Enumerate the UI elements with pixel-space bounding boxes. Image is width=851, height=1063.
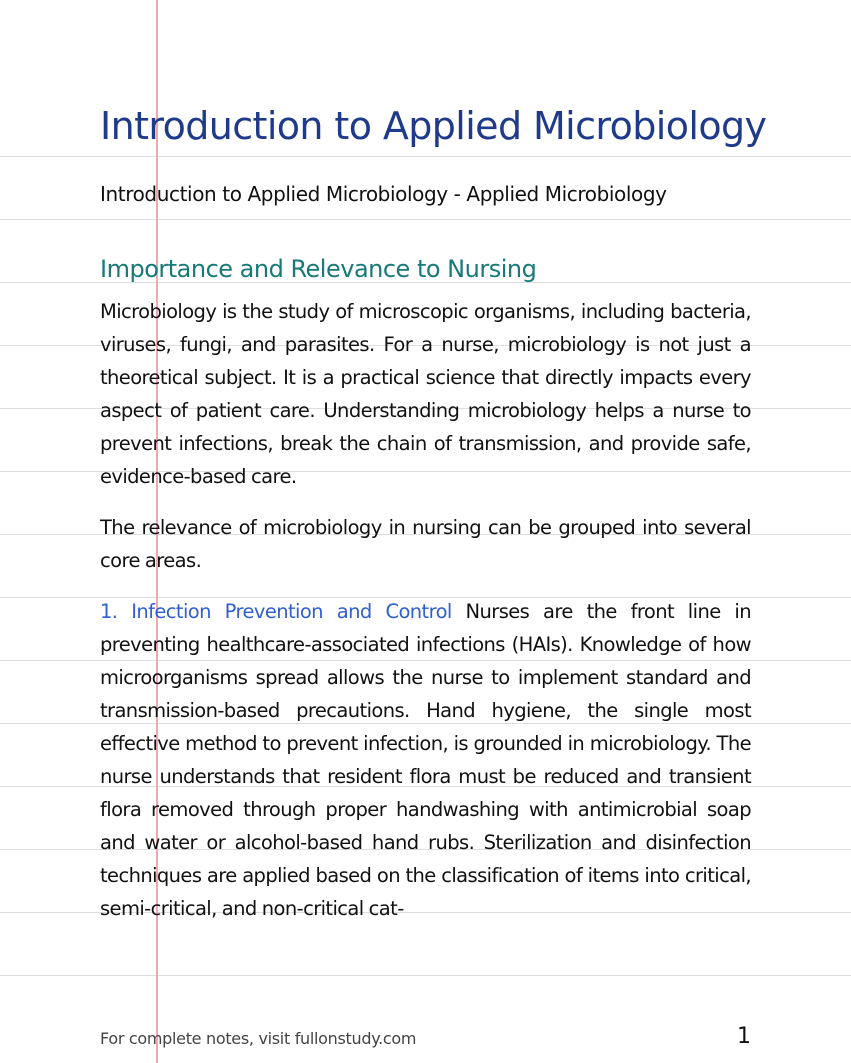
ruled-line xyxy=(0,975,851,976)
page-content xyxy=(100,96,767,925)
paragraph-intro: Microbiology is the study of microscopic organisms, including bacteria, viruses, fungi, and parasites. For a nurse, microbiology is not just a theoretical subject. It is a practical science that directly impacts every aspect of patient care. Understanding microbiology helps a nurse to prevent infections, break the chain of transmission, and provide safe, evidence-based care. xyxy=(100,300,751,488)
page-title: Introduction to Applied Microbiology xyxy=(100,104,767,148)
numbered-item-text: Nurses are the front line in preventing healthcare-associated infections (HAIs). Knowledge of how microorganisms spread allows the nurse to implement standard and transmission-based precautions. Hand hygiene, the single most effective method to prevent infection, is grounded in microbiology. The nurse understands that resident flora must be reduced and transient flora removed through proper handwashing with antimicrobial soap and water or alcohol-based hand rubs. Sterilization and disinfection techniques are applied based on the classification of items into critical, semi-critical, and non-critical cat- xyxy=(100,600,751,920)
page-number: 1 xyxy=(737,1024,751,1049)
section-heading: Importance and Relevance to Nursing xyxy=(100,255,537,283)
numbered-item-title: 1. Infection Prevention and Control xyxy=(100,600,452,623)
paragraph-relevance: The relevance of microbiology in nursing can be grouped into several core areas. xyxy=(100,516,751,572)
numbered-item-infection-prevention xyxy=(100,595,751,925)
footer-note: For complete notes, visit fullonstudy.com xyxy=(100,1029,417,1048)
page-subtitle: Introduction to Applied Microbiology - Applied Microbiology xyxy=(100,182,667,206)
